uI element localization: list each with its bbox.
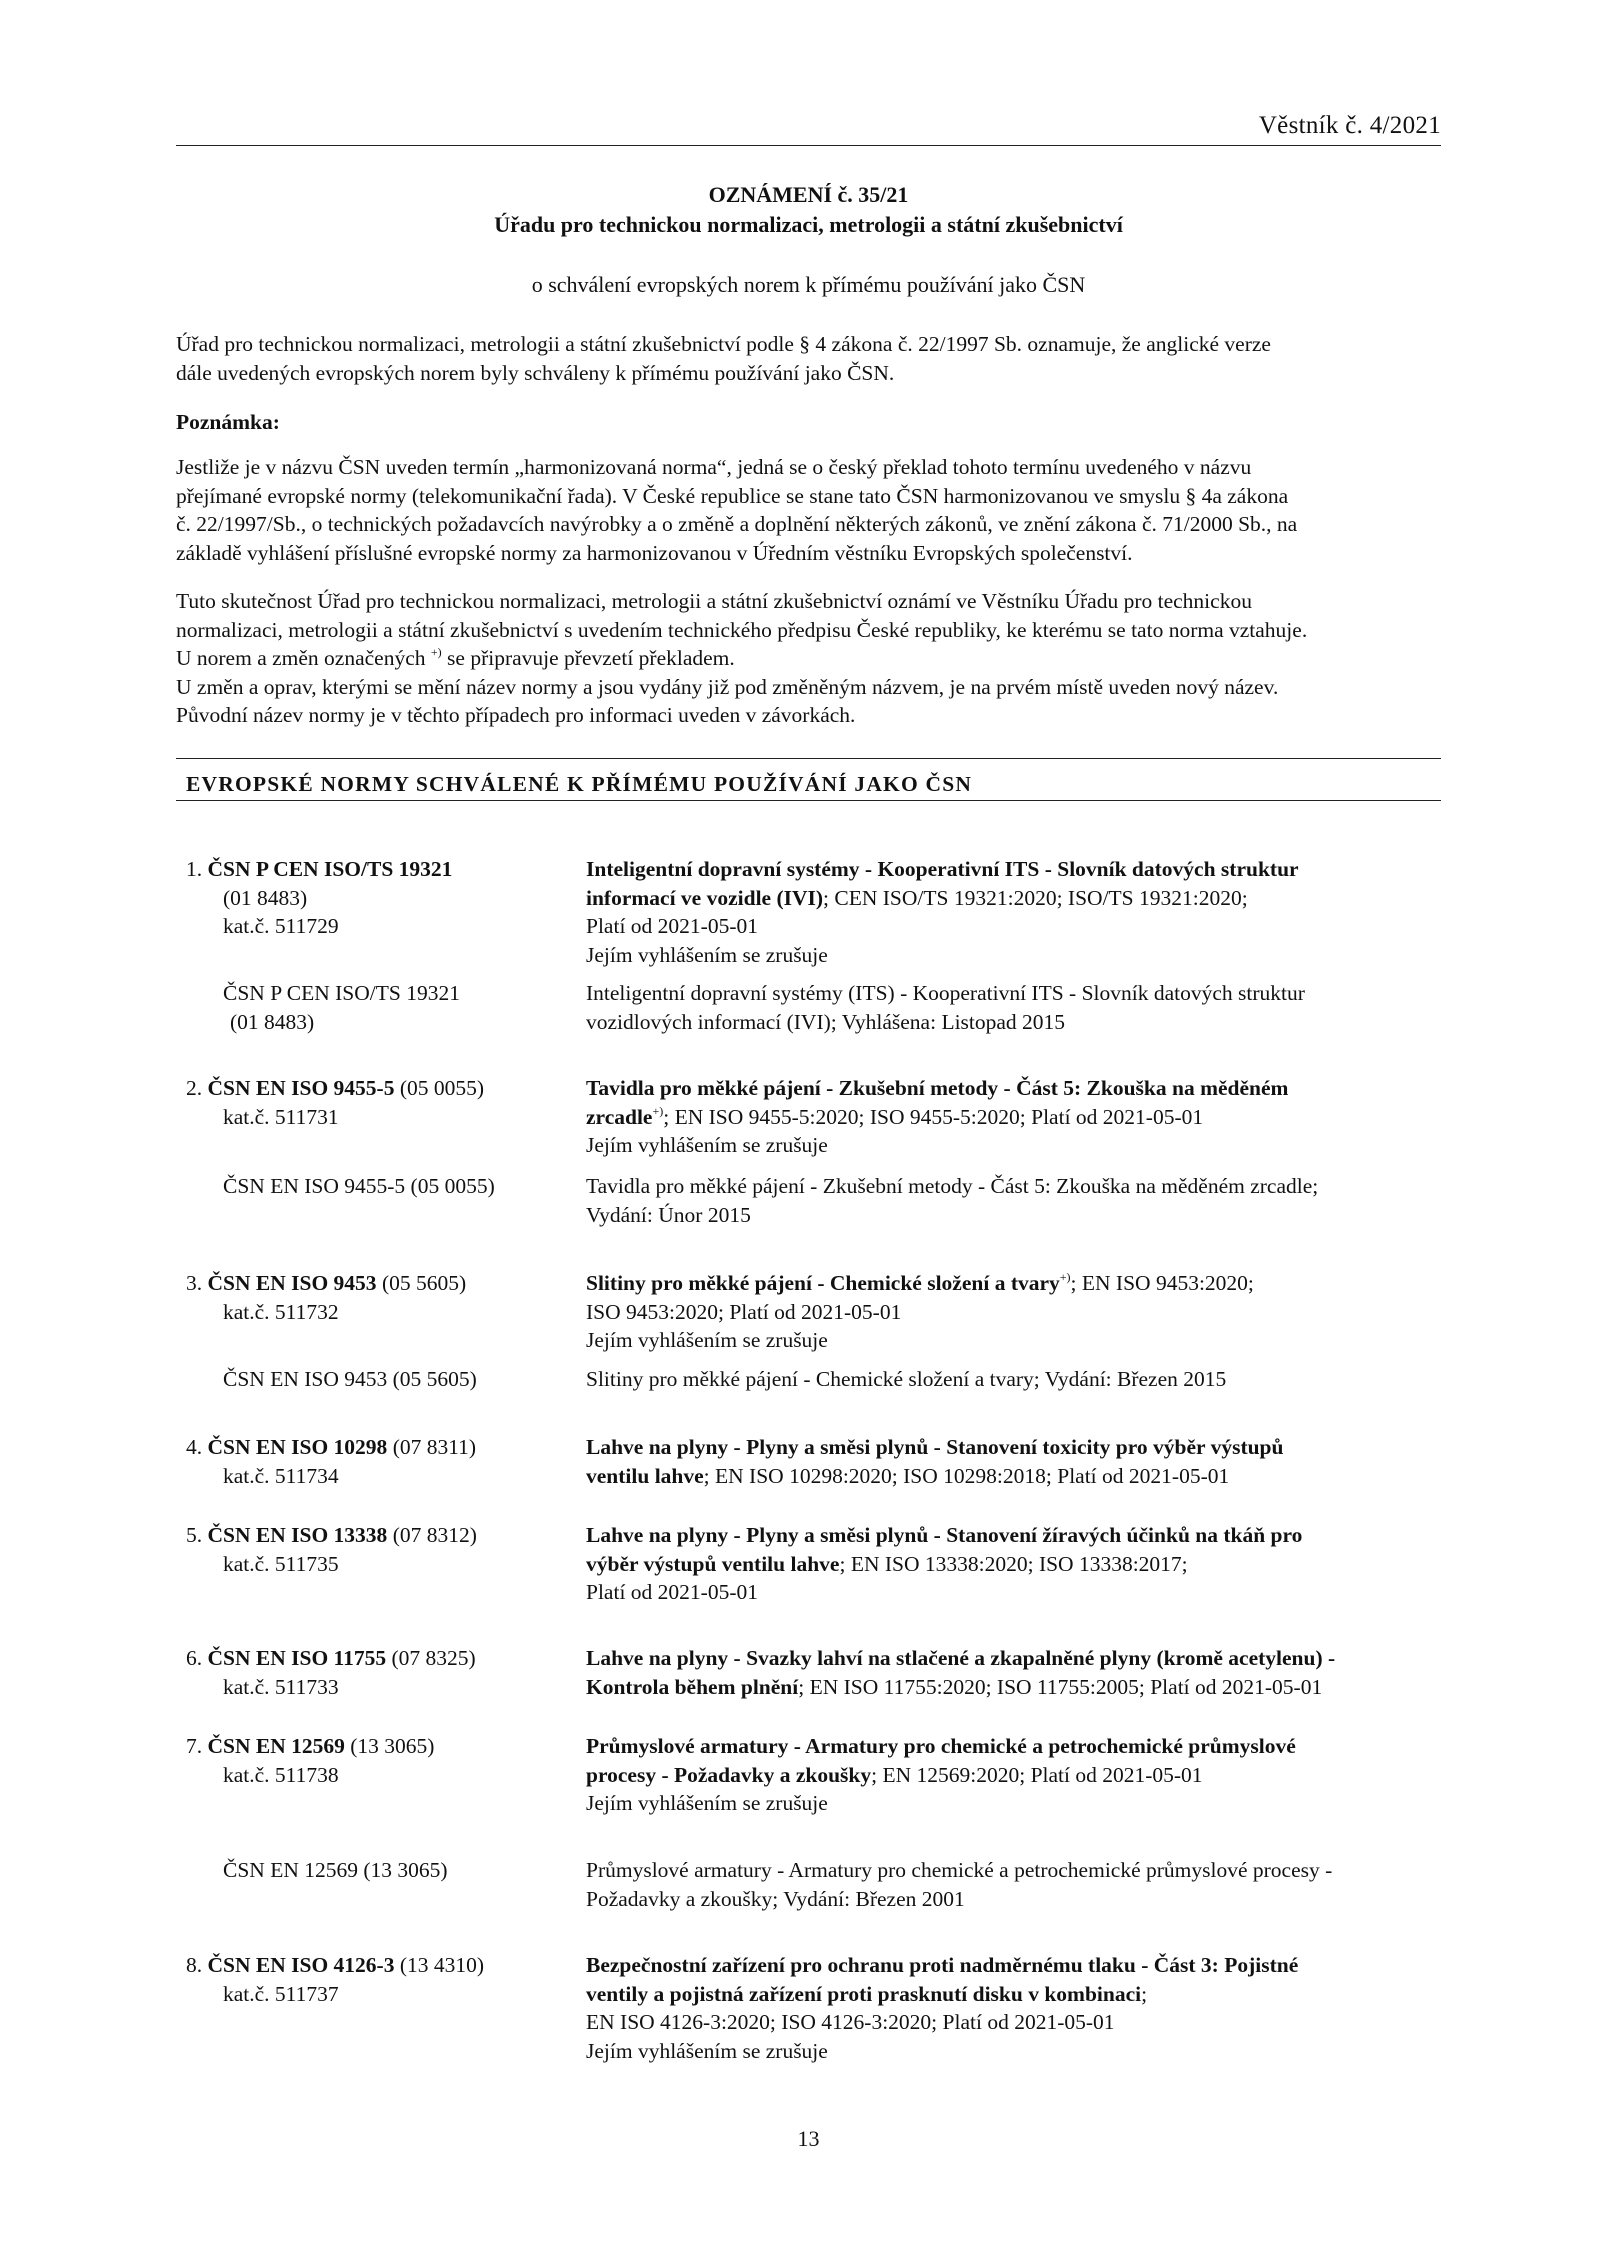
norm-identifier: [186, 1521, 566, 1578]
norm-detail-line: Jejím vyhlášením se zrušuje: [586, 2038, 828, 2063]
norm-detail-line: Platí od 2021-05-01: [586, 1580, 758, 1604]
norm-class: (13 4310): [399, 1953, 485, 1977]
norm-catalogue: kat.č. 511735: [223, 1551, 339, 1576]
norm-class: (01 8483): [223, 885, 308, 910]
norm-references: ; EN 12569:2020; Platí od 2021-05-01: [871, 1762, 1203, 1787]
norm-title-line: [586, 1761, 1446, 1790]
norm-details: [586, 1269, 1446, 1355]
info-paragraph: [176, 587, 1441, 730]
norm-title: Tavidla pro měkké pájení - Zkušební metody - Část 5: Zkouška na měděném: [586, 1076, 1289, 1100]
norm-catalogue: kat.č. 511733: [223, 1674, 339, 1699]
norm-title: Průmyslové armatury - Armatury pro chemické a petrochemické průmyslové: [586, 1734, 1296, 1758]
section-rule-bottom: [176, 800, 1441, 801]
info-line: normalizaci, metrologii a státní zkušebnictví s uvedením technického předpisu České republiky, ke kterému se tato norma vztahuje.: [176, 617, 1308, 642]
norm-title-line: [586, 1074, 1446, 1103]
norm-code: ČSN P CEN ISO/TS 19321: [207, 857, 453, 881]
journal-header: Věstník č. 4/2021: [1258, 112, 1441, 139]
norm-code-line: [186, 1521, 566, 1550]
replaced-norm-line: Slitiny pro měkké pájení - Chemické složení a tvary; Vydání: Březen 2015: [586, 1367, 1227, 1391]
norm-code: ČSN EN ISO 9455-5: [207, 1076, 395, 1100]
replaced-norm-line: Inteligentní dopravní systémy (ITS) - Kooperativní ITS - Slovník datových struktur: [586, 981, 1305, 1005]
info-line: Tuto skutečnost Úřad pro technickou normalizaci, metrologii a státní zkušebnictví oznámí ve Věstníku Úřadu pro technickou: [176, 589, 1252, 613]
replaced-norm-code: ČSN EN ISO 9455-5 (05 0055): [223, 1174, 495, 1198]
norm-title: Lahve na plyny - Plyny a směsi plynů - Stanovení žíravých účinků na tkáň pro: [586, 1523, 1303, 1547]
norm-code-line: [186, 1269, 566, 1298]
norm-title-line: [586, 1951, 1446, 1980]
replaced-norm-class: (01 8483): [230, 1009, 315, 1034]
norm-detail-line: Jejím vyhlášením se zrušuje: [586, 942, 828, 967]
norm-number: 6.: [186, 1646, 203, 1670]
norm-class: (07 8312): [392, 1523, 477, 1547]
norm-title: Lahve na plyny - Plyny a směsi plynů - Stanovení toxicity pro výběr výstupů: [586, 1435, 1284, 1459]
norm-references: ; EN ISO 11755:2020; ISO 11755:2005; Platí od 2021-05-01: [798, 1674, 1323, 1699]
norm-title-line: [586, 1673, 1446, 1702]
norm-title: informací ve vozidle (IVI): [586, 885, 824, 910]
norm-detail-line: Jejím vyhlášením se zrušuje: [586, 1328, 828, 1352]
notice-subject: o schválení evropských norem k přímému používání jako ČSN: [531, 272, 1086, 297]
norm-detail-line: Jejím vyhlášením se zrušuje: [586, 1791, 828, 1815]
norm-title-line: [586, 1550, 1446, 1579]
translation-note: [176, 644, 1441, 673]
norm-code-line: [186, 1732, 566, 1761]
replaced-norm-details: [586, 1365, 1446, 1394]
note-line: č. 22/1997/Sb., o technických požadavcích navýrobky a o změně a doplnění některých zákonů, ve znění zákona č. 71/2000 Sb., na: [176, 512, 1298, 536]
norm-title-line: [586, 884, 1446, 913]
rename-note-line: U změn a oprav, kterými se mění název normy a jsou vydány již pod změněným názvem, je na prvém místě uveden nový název.: [176, 674, 1279, 699]
note-label: Poznámka:: [176, 410, 280, 434]
norm-details: [586, 855, 1446, 969]
intro-paragraph: [176, 330, 1441, 387]
norm-title-line: [586, 1269, 1446, 1298]
translation-mark: +): [652, 1103, 664, 1118]
note-line: základě vyhlášení příslušné evropské normy za harmonizovanou v Úředním věstníku Evropských společenství.: [176, 540, 1133, 565]
norm-title: Inteligentní dopravní systémy - Kooperativní ITS - Slovník datových struktur: [586, 857, 1299, 881]
norm-details: [586, 1732, 1446, 1818]
norm-code: ČSN EN 12569: [207, 1734, 345, 1758]
norm-details: [586, 1074, 1446, 1160]
norm-title: Bezpečnostní zařízení pro ochranu proti nadměrnému tlaku - Část 3: Pojistné: [586, 1953, 1299, 1977]
norm-title-line: [586, 1462, 1446, 1491]
replaced-norm-identifier: [186, 1365, 566, 1394]
norm-title: ventilu lahve: [586, 1463, 704, 1488]
replaced-norm-line: Vydání: Únor 2015: [586, 1202, 751, 1227]
norm-details: [586, 1644, 1446, 1701]
norm-identifier: [186, 1732, 566, 1789]
replaced-norm-code: ČSN P CEN ISO/TS 19321: [223, 981, 460, 1005]
norm-identifier: [186, 1644, 566, 1701]
translation-note-after: se připravuje převzetí překladem.: [441, 646, 735, 670]
replaced-norm-details: [586, 1856, 1446, 1913]
norm-title: ventily a pojistná zařízení proti prasknutí disku v kombinaci: [586, 1981, 1142, 2006]
rename-note-line: Původní název normy je v těchto případech pro informaci uveden v závorkách.: [176, 703, 856, 727]
norm-detail-line: EN ISO 4126-3:2020; ISO 4126-3:2020; Platí od 2021-05-01: [586, 2010, 1115, 2034]
norm-code: ČSN EN ISO 9453: [207, 1271, 377, 1295]
translation-mark: +): [1059, 1270, 1071, 1284]
norm-references: ; EN ISO 9453:2020;: [1070, 1271, 1254, 1295]
replaced-norm-line: Průmyslové armatury - Armatury pro chemické a petrochemické průmyslové procesy -: [586, 1858, 1333, 1882]
norm-identifier: [186, 855, 566, 941]
norm-details: [586, 1433, 1446, 1490]
note-line: přejímané evropské normy (telekomunikační řada). V České republice se stane tato ČSN harmonizovanou ve smyslu § 4a zákona: [176, 483, 1289, 508]
norm-class-line: [186, 884, 566, 913]
norm-title: Kontrola během plnění: [586, 1674, 799, 1699]
replaced-norm-details: [586, 979, 1446, 1036]
norm-references: ; EN ISO 13338:2020; ISO 13338:2017;: [839, 1551, 1188, 1576]
norm-title-line: [586, 1103, 1446, 1132]
replaced-norm-identifier: [186, 979, 566, 1036]
norm-catalogue: kat.č. 511738: [223, 1762, 339, 1787]
page-number: 13: [797, 2126, 820, 2151]
replaced-norm-line: vozidlových informací (IVI); Vyhlášena: Listopad 2015: [586, 1009, 1066, 1034]
norm-identifier: [186, 1951, 566, 2008]
norm-title: výběr výstupů ventilu lahve: [586, 1551, 840, 1576]
norm-code: ČSN EN ISO 4126-3: [207, 1953, 395, 1977]
norm-details: [586, 1521, 1446, 1607]
norm-catalogue: kat.č. 511731: [223, 1104, 339, 1129]
norm-title-line: [586, 855, 1446, 884]
translation-note-before: U norem a změn označených: [176, 646, 431, 670]
note-line: Jestliže je v názvu ČSN uveden termín „harmonizovaná norma“, jedná se o český překlad tohoto termínu uvedeného v názvu: [176, 455, 1252, 479]
norm-detail-line: ISO 9453:2020; Platí od 2021-05-01: [586, 1299, 902, 1324]
norm-references: ; CEN ISO/TS 19321:2020; ISO/TS 19321:2020;: [823, 885, 1248, 910]
norm-number: 4.: [186, 1435, 203, 1459]
replaced-norm-identifier: [186, 1172, 566, 1201]
norm-code: ČSN EN ISO 10298: [207, 1435, 388, 1459]
norm-catalogue: kat.č. 511734: [223, 1463, 339, 1488]
norm-title-line: [586, 1433, 1446, 1462]
notice-title: OZNÁMENÍ č. 35/21: [708, 182, 909, 207]
norm-number: 5.: [186, 1523, 203, 1547]
norm-identifier: [186, 1433, 566, 1490]
norm-title: procesy - Požadavky a zkoušky: [586, 1762, 872, 1787]
norm-code: ČSN EN ISO 11755: [207, 1646, 387, 1670]
notice-issuer: Úřadu pro technickou normalizaci, metrologii a státní zkušebnictví: [494, 212, 1123, 237]
norm-class: (05 0055): [399, 1076, 485, 1100]
norm-title-line: [586, 1732, 1446, 1761]
norm-catalogue: kat.č. 511737: [223, 1981, 339, 2006]
section-title: EVROPSKÉ NORMY SCHVÁLENÉ K PŘÍMÉMU POUŽÍVÁNÍ JAKO ČSN: [186, 772, 973, 796]
norm-identifier: [186, 1269, 566, 1326]
intro-line: dále uvedených evropských norem byly schváleny k přímému používání jako ČSN.: [176, 360, 895, 385]
norm-identifier: [186, 1074, 566, 1131]
norm-class: (07 8325): [391, 1646, 476, 1670]
norm-title-line: [586, 1980, 1446, 2009]
norm-references: ; EN ISO 10298:2020; ISO 10298:2018; Platí od 2021-05-01: [703, 1463, 1230, 1488]
replaced-norm-line: Požadavky a zkoušky; Vydání: Březen 2001: [586, 1886, 965, 1911]
intro-line: Úřad pro technickou normalizaci, metrologii a státní zkušebnictví podle § 4 zákona č. 22/1997 Sb. oznamuje, že anglické verze: [176, 332, 1271, 356]
section-rule-top: [176, 758, 1441, 759]
norm-class: (07 8311): [392, 1435, 477, 1459]
norm-class: (05 5605): [381, 1271, 467, 1295]
replaced-norm-identifier: [186, 1856, 566, 1885]
norm-title-line: [586, 1644, 1446, 1673]
norm-code: ČSN EN ISO 13338: [207, 1523, 388, 1547]
norm-code-line: [186, 1644, 566, 1673]
norm-code-line: [186, 1074, 566, 1103]
norm-number: 7.: [186, 1734, 203, 1758]
norm-title: Slitiny pro měkké pájení - Chemické složení a tvary: [586, 1271, 1060, 1295]
replaced-norm-code: ČSN EN ISO 9453 (05 5605): [223, 1367, 477, 1391]
norm-class: (13 3065): [350, 1734, 435, 1758]
replaced-norm-code: ČSN EN 12569 (13 3065): [223, 1858, 448, 1882]
norm-references: ;: [1141, 1981, 1148, 2006]
norm-code-line: [186, 1951, 566, 1980]
norm-number: 2.: [186, 1076, 203, 1100]
norm-references: ; EN ISO 9455-5:2020; ISO 9455-5:2020; Platí od 2021-05-01: [663, 1104, 1204, 1129]
norm-title: Lahve na plyny - Svazky lahví na stlačené a zkapalněné plyny (kromě acetylenu) -: [586, 1646, 1336, 1670]
replaced-norm-details: [586, 1172, 1446, 1229]
norm-number: 8.: [186, 1953, 203, 1977]
norm-catalogue: kat.č. 511729: [223, 914, 339, 938]
replaced-norm-line: Tavidla pro měkké pájení - Zkušební metody - Část 5: Zkouška na měděném zrcadle;: [586, 1174, 1319, 1198]
header-rule: [176, 145, 1441, 146]
norm-detail-line: Platí od 2021-05-01: [586, 914, 758, 938]
note-paragraph: [176, 453, 1441, 567]
norm-title: zrcadle: [586, 1104, 653, 1129]
norm-title-line: [586, 1521, 1446, 1550]
norm-number: 1.: [186, 857, 203, 881]
norm-details: [586, 1951, 1446, 2065]
norm-detail-line: Jejím vyhlášením se zrušuje: [586, 1133, 828, 1157]
norm-code-line: [186, 855, 566, 884]
translation-mark: +): [430, 645, 442, 659]
norm-catalogue: kat.č. 511732: [223, 1299, 339, 1324]
norm-number: 3.: [186, 1271, 203, 1295]
norm-code-line: [186, 1433, 566, 1462]
